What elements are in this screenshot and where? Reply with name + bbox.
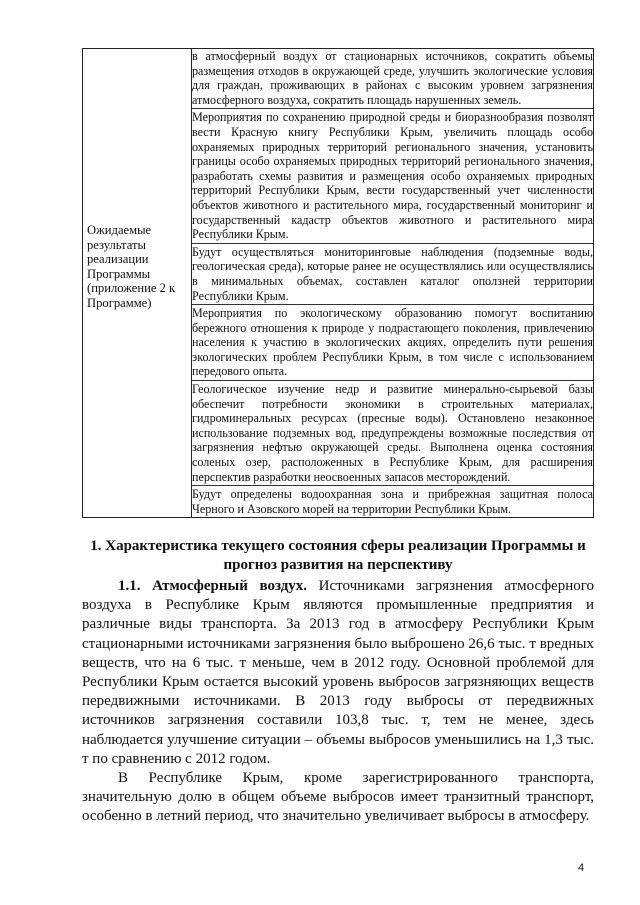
section-title: 1. Характеристика текущего состояния сферы реализации Программы и прогноз развития на перспективу <box>90 538 586 573</box>
section-1 <box>82 537 594 827</box>
body-paragraph-1 <box>82 577 594 769</box>
table-label: Ожидаемые результаты реализации Программы (приложение 2 к Программе) <box>87 223 176 310</box>
result-paragraph-4: Мероприятия по экологическому образованию помогут воспитанию бережного отношения к природе у подрастающего поколения, привлечению населения к участию в экологических акциях, определить пути решения экологических проблем Республики Крым, в том числе с использованием передового опыта. <box>192 306 593 381</box>
table-label-cell <box>83 49 192 518</box>
expected-results-table <box>82 48 594 518</box>
subsection-heading: 1.1. Атмосферный воздух. <box>118 578 308 594</box>
body-paragraph-1-text: Источниками загрязнения атмосферного воздуха в Республике Крым являются промышленные предприятия и различные виды транспорта. За 2013 год в атмосферу Республики Крым стационарными источниками загрязнения было выброшено 26,6 тыс. т вредных веществ, что на 6 тыс. т меньше, чем в 2012 году. Основной проблемой для Республики Крым остается высокий уровень выбросов загрязняющих веществ передвижными источниками. В 2013 году выбросы от передвижных источников загрязнения составили 103,8 тыс. т, тем не менее, здесь наблюдается улучшение ситуации – объемы выбросов уменьшились на 1,3 тыс. т по сравнению с 2012 годом. <box>82 578 594 767</box>
result-paragraph-1: в атмосферный воздух от стационарных источников, сократить объемы размещения отходов в окружающей среде, улучшить экологические условия для граждан, проживающих в районах с высоким уровнем загрязнения атмосферного воздуха, сократить площадь нарушенных земель. <box>192 49 593 109</box>
result-paragraph-6: Будут определены водоохранная зона и прибрежная защитная полоса Черного и Азовского морей на территории Республики Крым. <box>192 487 593 516</box>
page-number: 4 <box>578 862 585 874</box>
result-paragraph-2: Мероприятия по сохранению природной среды и биоразнообразия позволят вести Красную книгу Республики Крым, увеличить площадь особо охраняемых природных территорий регионального значения, установить границы особо охраняемых природных территорий регионального значения, разработать схемы развития и размещения особо охраняемых природных территорий Республики Крым, вести государственный учет численности объектов животного и растительного мира, государственный мониторинг и государственный кадастр объектов животного и растительного мира Республики Крым. <box>192 110 593 243</box>
body-paragraph-2: В Республике Крым, кроме зарегистрированного транспорта, значительную долю в общем объеме выбросов имеет транзитный транспорт, особенно в летний период, что значительно увеличивает выбросы в атмосферу. <box>82 770 594 825</box>
result-paragraph-5: Геологическое изучение недр и развитие минерально-сырьевой базы обеспечит потребности экономики в строительных материалах, гидроминеральных ресурсах (пресные воды). Остановлено незаконное использование подземных вод, предупреждены возможные последствия от загрязнения нефтью окружающей среды. Выполнена оценка состояния соленых озер, расположенных в Республике Крым, для расширения перспектив разработки неосвоенных запасов месторождений. <box>192 382 593 486</box>
result-paragraph-3: Будут осуществляться мониторинговые наблюдения (подземные воды, геологическая среда), которые ранее не осуществлялись или осуществлялись в минимальных объемах, составлен каталог оползней территории Республики Крым. <box>192 245 593 305</box>
table-content-cell <box>192 49 594 518</box>
table-row <box>83 49 594 518</box>
